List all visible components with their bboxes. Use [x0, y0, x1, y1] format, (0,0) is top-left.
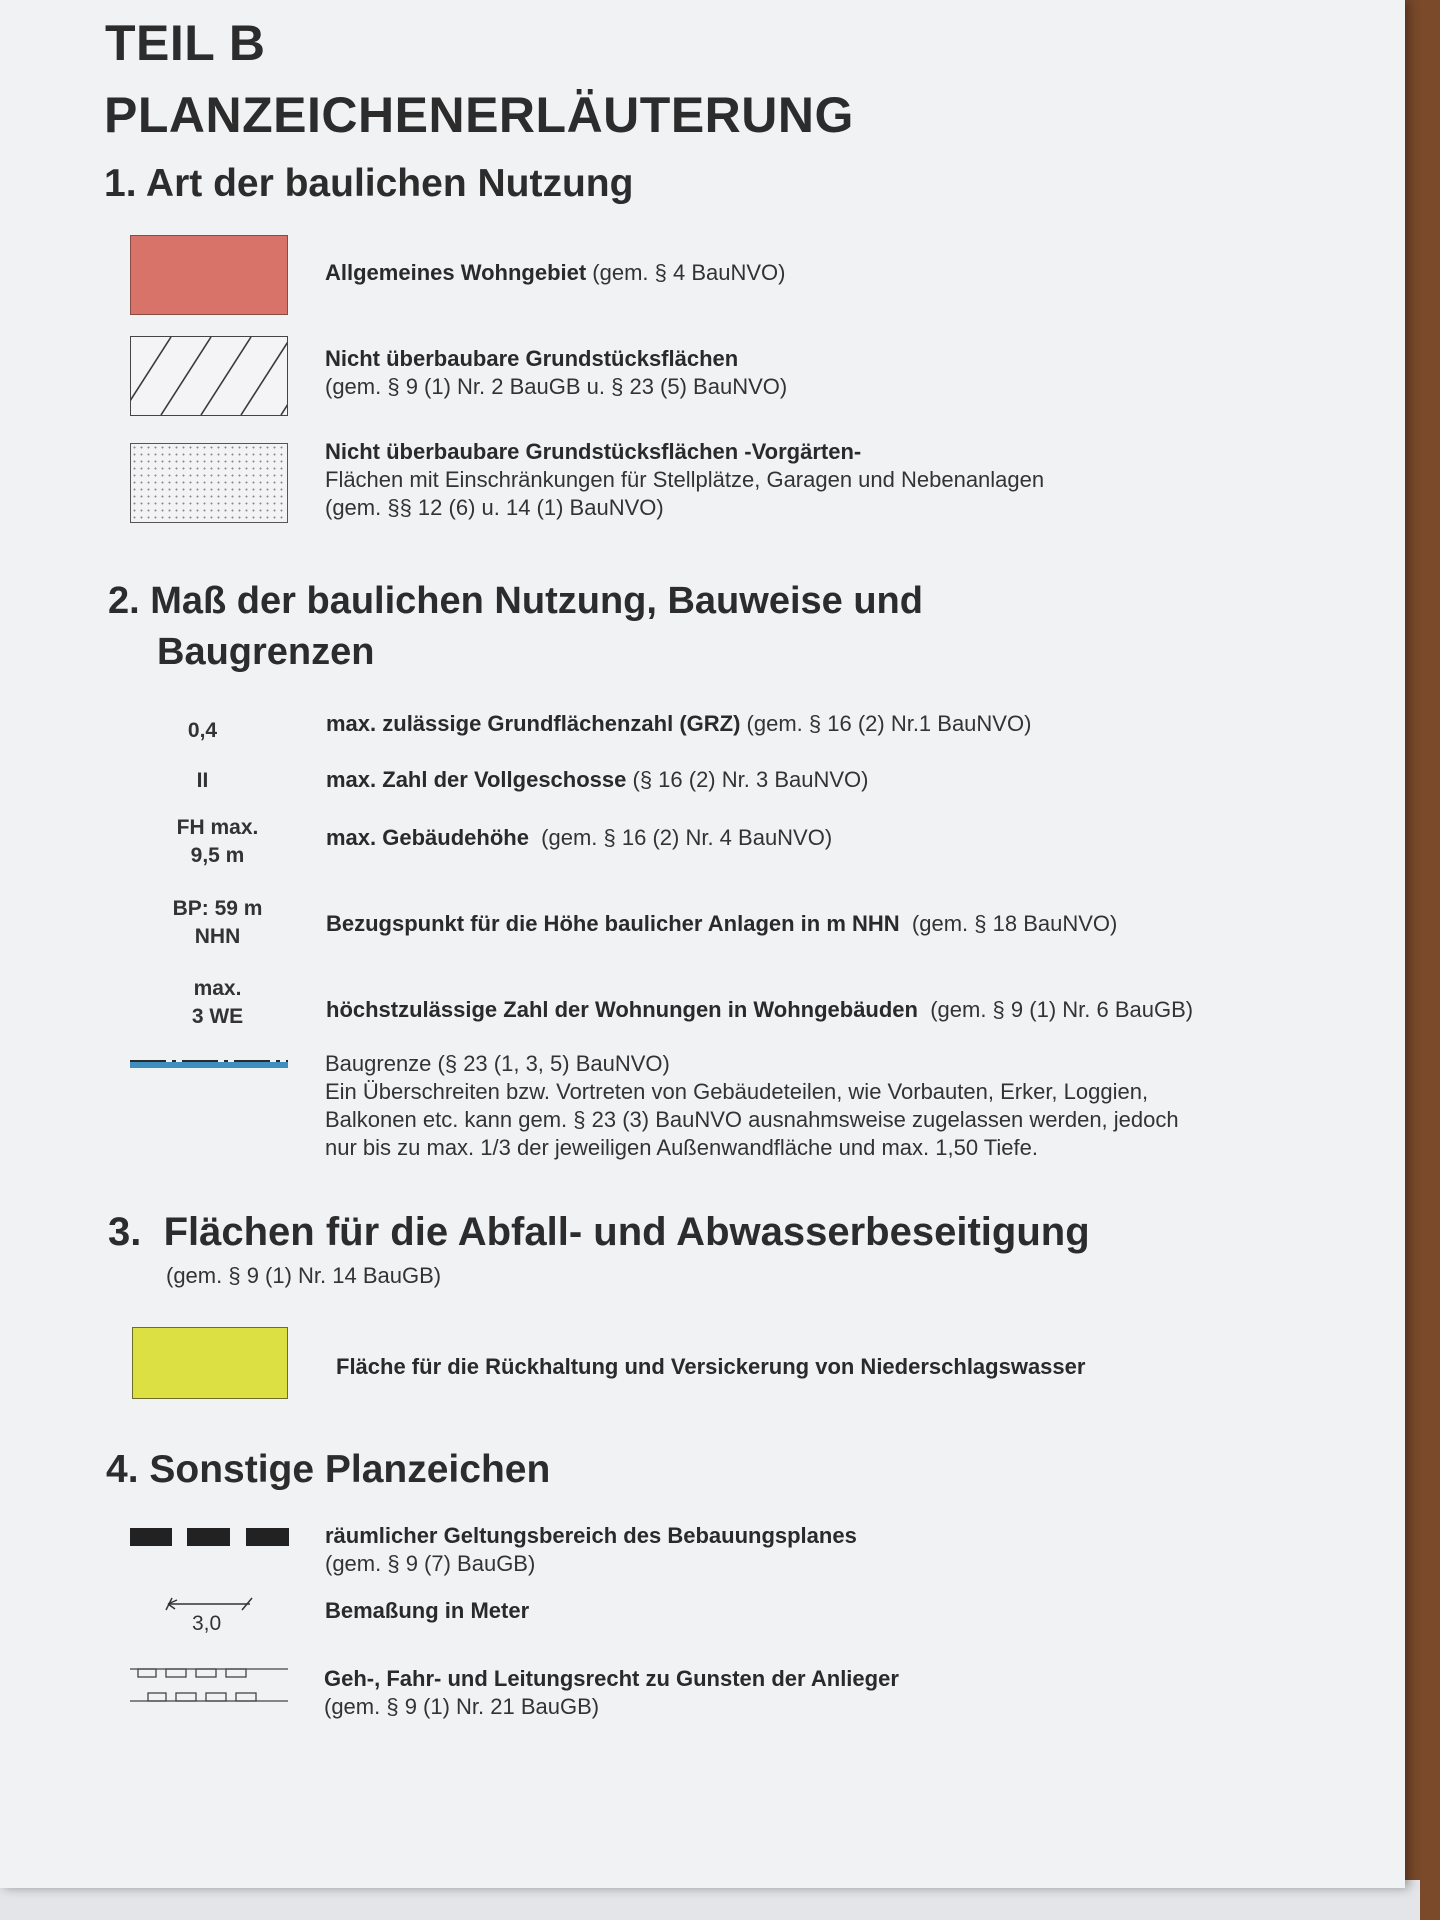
symbol-wohneinheiten: max. 3 WE: [191, 977, 244, 1028]
versickerung-symbol: [132, 1327, 288, 1399]
legend-item-bemassung: Bemaßung in Meter: [325, 1598, 530, 1623]
geh-fahr-leitungsrecht-symbol: [130, 1665, 290, 1713]
section-1-heading: 1. Art der baulichen Nutzung: [104, 162, 634, 205]
symbol-firsthoehe: FH max. 9,5 m: [176, 816, 259, 867]
legend-item-nicht-ueberbaubar: Nicht überbaubare Grundstücksflächen (gem. § 9 (1) Nr. 2 BauGB u. § 23 (5) BauNVO): [325, 346, 788, 399]
dimension-value: 3,0: [192, 1612, 222, 1635]
symbol-grz: 0,4: [187, 719, 218, 742]
geltungsbereich-symbol: [130, 1526, 290, 1548]
legend-item-vollgeschosse: max. Zahl der Vollgeschosse (§ 16 (2) Nr. 3 BauNVO): [326, 767, 869, 792]
legend-item-gebaeudehoehe: max. Gebäudehöhe (gem. § 16 (2) Nr. 4 BauNVO): [326, 825, 833, 850]
section-4-heading: 4. Sonstige Planzeichen: [106, 1448, 551, 1491]
legend-item-geltungsbereich: räumlicher Geltungsbereich des Bebauungsplanes (gem. § 9 (7) BauGB): [325, 1523, 857, 1576]
legend-item-baugrenze: Baugrenze (§ 23 (1, 3, 5) BauNVO) Ein Überschreiten bzw. Vortreten von Gebäudeteilen, wie Vorbauten, Erker, Loggien, Balkonen etc. kann gem. § 23 (3) BauNVO ausnahmsweise zugelassen werden, jedoch nur bis zu max. 1/3 der jeweiligen Außenwandfläche und max. 1,50 Tiefe.: [325, 1051, 1179, 1160]
baugrenze-line-symbol: [130, 1058, 288, 1070]
legend-item-wohnungen: höchstzulässige Zahl der Wohnungen in Wohngebäuden (gem. § 9 (1) Nr. 6 BauGB): [326, 997, 1194, 1022]
symbol-bezugspunkt: BP: 59 m NHN: [172, 897, 263, 948]
section-2-heading-cont: Baugrenzen: [157, 631, 375, 673]
legend-item-versickerung: Fläche für die Rückhaltung und Versickerung von Niederschlagswasser: [336, 1354, 1086, 1379]
section-2-heading: 2. Maß der baulichen Nutzung, Bauweise und: [108, 580, 923, 622]
part-label: TEIL B: [105, 15, 266, 71]
symbol-vollgeschosse: II: [196, 769, 209, 792]
legend-item-wohngebiet: Allgemeines Wohngebiet (gem. § 4 BauNVO): [325, 260, 786, 285]
legend-item-bezugspunkt: Bezugspunkt für die Höhe baulicher Anlagen in m NHN (gem. § 18 BauNVO): [326, 911, 1118, 936]
legend-item-vorgaerten: Nicht überbaubare Grundstücksflächen -Vorgärten- Flächen mit Einschränkungen für Stellplätze, Garagen und Nebenanlagen (gem. §§ 12 (6) u. 14 (1) BauNVO): [325, 439, 1045, 520]
dotted-area-symbol: [130, 443, 288, 523]
legend-item-grz: max. zulässige Grundflächenzahl (GRZ) (gem. § 16 (2) Nr.1 BauNVO): [326, 711, 1032, 736]
wohngebiet-symbol: [130, 235, 288, 315]
section-3-heading: 3. Flächen für die Abfall- und Abwasserbeseitigung: [108, 1210, 1090, 1254]
section-3-subheading: (gem. § 9 (1) Nr. 14 BauGB): [166, 1263, 442, 1288]
hatched-area-symbol: [130, 336, 288, 416]
page-title: PLANZEICHENERLÄUTERUNG: [104, 87, 854, 143]
legend-item-geh-fahr-leitungsrecht: Geh-, Fahr- und Leitungsrecht zu Gunsten der Anlieger (gem. § 9 (1) Nr. 21 BauGB): [324, 1666, 899, 1719]
